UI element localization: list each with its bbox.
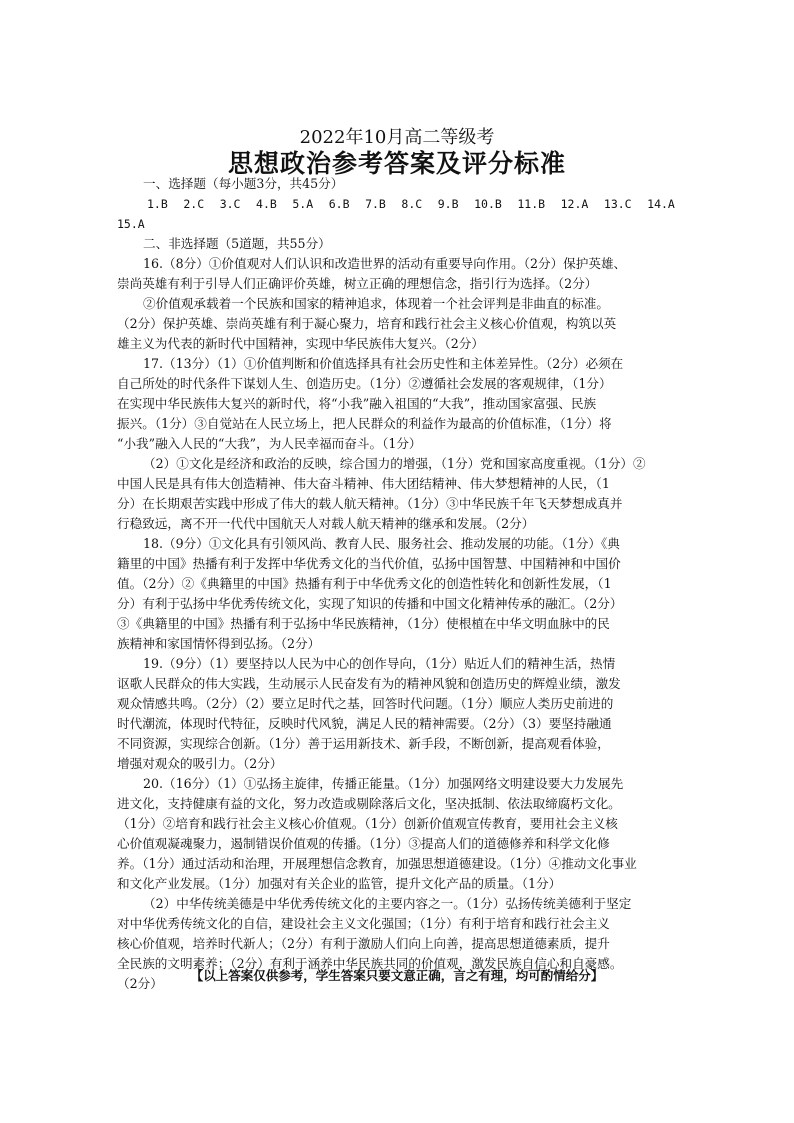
section-heading-non-mcq: 二、非选择题（5道题，共55分） <box>143 236 331 251</box>
answer-line: 和文化产业发展。（1分）加强对有关企业的监管，提升文化产品的质量。（1分） <box>117 876 562 891</box>
mcq-answer: 2.C <box>183 197 205 211</box>
answer-line: 19.（9分）（1）要坚持以人民为中心的创作导向，（1分）贴近人们的精神生活，热情 <box>143 656 616 671</box>
answer-line: 值。（2分）②《典籍里的中国》热播有利于中华优秀文化的创造性转化和创新性发展，（1 <box>117 576 612 591</box>
mcq-answer: 14.A <box>647 197 675 211</box>
answer-line: （2）中华传统美德是中华优秀传统文化的主要内容之一。（1分）弘扬传统美德利于坚定 <box>143 896 632 911</box>
answer-line: 不同资源，实现综合创新。（1分）善于运用新技术、新手段，不断创新，提高观看体验， <box>117 736 610 751</box>
answer-line: （2分） <box>117 976 163 991</box>
mcq-answer: 13.C <box>603 197 632 211</box>
answer-line: ②价值观承载着一个民族和国家的精神追求，体现着一个社会评判是非曲直的标准。 <box>143 296 609 311</box>
answer-line: 在实现中华民族伟大复兴的新时代，将“小我”融入祖国的“大我”，推动国家富强、民族 <box>117 396 597 411</box>
answer-line: 振兴。（1分）③自觉站在人民立场上，把人民群众的利益作为最高的价值标准，（1分）将 <box>117 416 612 431</box>
answer-line: 时代潮流，体现时代特征，反映时代风貌，满足人民的精神需要。（2分）（3）要坚持融通 <box>117 716 612 731</box>
exam-title: 2022年10月高二等级考 <box>299 127 495 148</box>
answer-line: 自己所处的时代条件下谋划人生、创造历史。（1分）②遵循社会发展的客观规律，（1分） <box>117 376 612 391</box>
mcq-answer: 3.C <box>219 197 241 211</box>
mcq-answer: 8.C <box>401 197 423 211</box>
grading-note: 【以上答案仅供参考，学生答案只要文意正确，言之有理，均可酌情给分】 <box>190 968 604 983</box>
mcq-answer: 5.A <box>292 197 314 211</box>
answer-line: 心价值观凝魂聚力，遏制错误价值观的传播。（1分）③提高人们的道德修养和科学文化修 <box>117 836 610 851</box>
answer-line: 16.（8分）①价值观对人们认识和改造世界的活动有重要导向作用。（2分）保护英雄、 <box>143 256 627 271</box>
mcq-answer: 10.B <box>474 197 502 211</box>
answer-line: 分）在长期艰苦实践中形成了伟大的载人航天精神。（1分）③中华民族千年飞天梦想成真并 <box>117 496 623 511</box>
answer-line: ③《典籍里的中国》热播有利于弘扬中华民族精神，（1分）使根植在中华文明血脉中的民 <box>117 616 610 631</box>
answer-line: 养。（1分）通过活动和治理，开展理想信念教育，加强思想道德建设。（1分）④推动文化事业 <box>117 856 637 871</box>
answer-line: 观众情感共鸣。（2分）（2）要立足时代之基，回答时代问题。（1分）顺应人类历史前进的 <box>117 696 614 711</box>
answer-line: 对中华优秀传统文化的自信，建设社会主义文化强国；（1分）有利于培育和践行社会主义 <box>117 916 610 931</box>
answer-line: 讴歌人民群众的伟大实践，生动展示人民奋发有为的精神风貌和创造历史的辉煌业绩，激发 <box>117 676 621 691</box>
mcq-answer-15: 15.A <box>117 217 145 231</box>
mcq-answer: 6.B <box>328 197 350 211</box>
answer-line: （2分）保护英雄、崇尚英雄有利于凝心聚力，培育和践行社会主义核心价值观，构筑以英 <box>117 316 617 331</box>
mcq-answer: 9.B <box>437 197 459 211</box>
answer-line: （1分）②培育和践行社会主义核心价值观。（1分）创新价值观宣传教育，要用社会主义核 <box>117 816 618 831</box>
answer-line: 20.（16分）（1）①弘扬主旋律，传播正能量。（1分）加强网络文明建设要大力发展先 <box>143 776 624 791</box>
answer-line: 进文化，支持健康有益的文化，努力改造或剔除落后文化，坚决抵制、依法取缔腐朽文化。 <box>117 796 621 811</box>
mcq-answer-row <box>117 194 677 214</box>
mcq-answer: 4.B <box>256 197 277 211</box>
mcq-answer: 1.B <box>147 197 168 211</box>
answer-line: 中国人民是具有伟大创造精神、伟大奋斗精神、伟大团结精神、伟大梦想精神的人民，（1 <box>117 476 610 491</box>
answer-line: 增强对观众的吸引力。（2分） <box>117 756 283 771</box>
answer-line: 全民族的文明素养；（2分）有利于涵养中华民族共同的价值观，激发民族自信心和自豪感。 <box>117 956 623 971</box>
answer-line: 籍里的中国》热播有利于发挥中华优秀文化的当代价值，弘扬中国智慧、中国精神和中国价 <box>117 556 621 571</box>
answer-line: 崇尚英雄有利于引导人们正确评价英雄，树立正确的理想信念，指引行为选择。（2分） <box>117 276 598 291</box>
answer-body <box>117 174 677 994</box>
answer-line: 18.（9分）①文化具有引领风尚、教育人民、服务社会、推动发展的功能。（1分）《典 <box>143 536 620 551</box>
answer-line: （2）①文化是经济和政治的反映，综合国力的增强，（1分）党和国家高度重视。（1分）② <box>143 456 646 471</box>
mcq-answer: 11.B <box>517 197 546 211</box>
answer-line: 分）有利于弘扬中华优秀传统文化，实现了知识的传播和中国文化精神传承的融汇。（2分） <box>117 596 623 611</box>
answer-line: 17.（13分）（1）①价值判断和价值选择具有社会历史性和主体差异性。（2分）必须在 <box>143 356 624 371</box>
answer-line: 行稳致远，离不开一代代中国航天人对载人航天精神的继承和发展。（2分） <box>117 516 535 531</box>
answer-line: 族精神和家国情怀得到弘扬。（2分） <box>117 636 321 651</box>
section-heading-mcq: 一、选择题（每小题3分，共45分） <box>143 176 344 191</box>
mcq-answer: 7.B <box>365 197 386 211</box>
answer-line: 雄主义为代表的新时代中国精神，实现中华民族伟大复兴。（2分） <box>117 336 484 351</box>
answer-line: 核心价值观，培养时代新人；（2分）有利于激励人们向上向善，提高思想道德素质，提升 <box>117 936 610 951</box>
mcq-answer: 12.A <box>560 197 589 211</box>
document-title: 思想政治参考答案及评分标准 <box>227 149 566 178</box>
answer-line: “小我”融入人民的“大我”，为人民幸福而奋斗。（1分） <box>117 436 422 451</box>
